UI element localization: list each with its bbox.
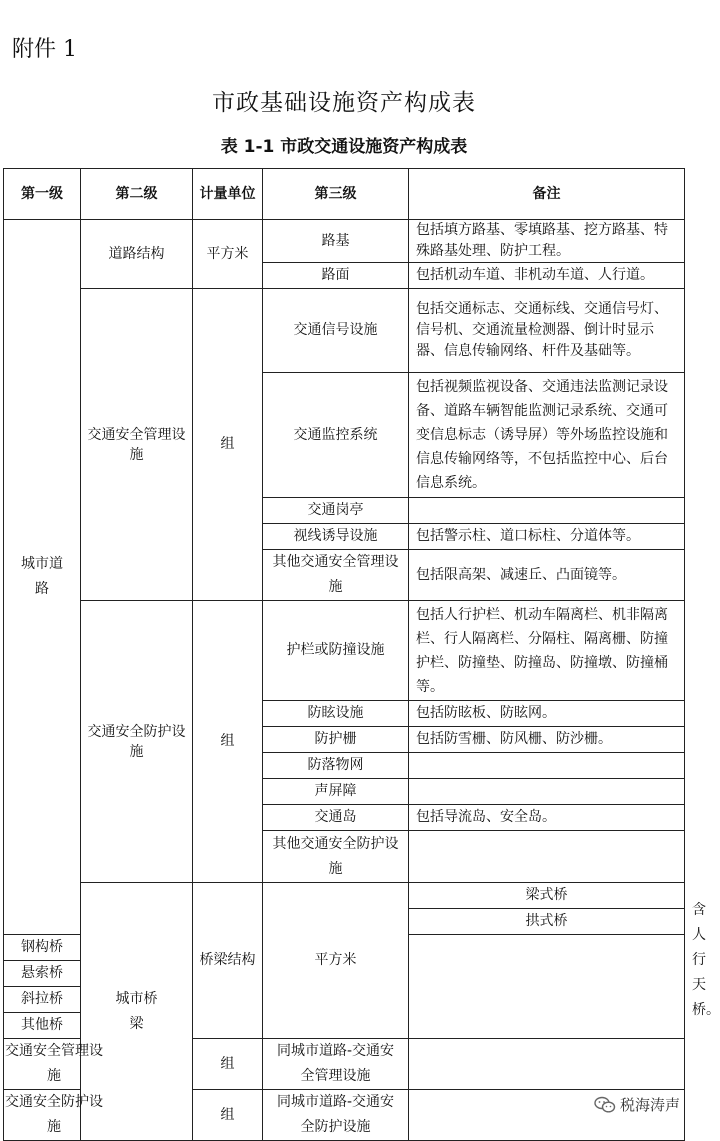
level3-cell: 悬索桥: [4, 961, 81, 987]
level3-other-prot-label: 其他交通安全防护设施: [272, 835, 399, 877]
level3-cell: [263, 1090, 409, 1141]
wechat-icon: [594, 1096, 616, 1114]
unit-cell: 组: [193, 1039, 263, 1090]
header-notes: 备注: [409, 169, 685, 220]
attachment-label: 附件 1: [12, 37, 77, 62]
table-header-row: [4, 169, 685, 220]
level3-cell: 拱式桥: [409, 909, 685, 935]
table-row: [4, 601, 685, 701]
level3-cell: [263, 1039, 409, 1090]
level2-cell: [81, 289, 193, 601]
level3-cell: 交通信号设施: [263, 289, 409, 373]
header-level2: 第二级: [81, 169, 193, 220]
level2-mgmt-label: 交通安全管理设施: [87, 426, 186, 463]
level2-cell: [4, 1039, 103, 1090]
level3-cell: 防落物网: [263, 753, 409, 779]
level3-cell: 防眩设施: [263, 701, 409, 727]
level3-cell: 护栏或防撞设施: [263, 601, 409, 701]
document-title: 市政基础设施资产构成表: [212, 90, 476, 116]
notes-cell: 包括视频监视设备、交通违法监测记录设备、道路车辆智能监测记录系统、交通可变信息标志（诱导屏）等外场监控设施和信息传输网络等，不包括监控中心、后台信息系统。: [409, 373, 685, 498]
level2-cell: 桥梁结构: [193, 883, 263, 1039]
table-row: [4, 220, 685, 263]
level3-other-mgmt-label: 其他交通安全管理设施: [272, 554, 399, 595]
level2-prot-label: 交通安全防护设施: [87, 723, 186, 760]
bridge-mgmt-item: 同城市道路-交通安全管理设施: [276, 1043, 395, 1084]
level2-cell: [4, 1090, 103, 1141]
level3-cell: [263, 831, 409, 883]
level1-bridge-label: 城市桥梁: [115, 990, 158, 1032]
bridge-prot-label: 交通安全防护设施: [5, 1094, 103, 1135]
notes-cell: [409, 753, 685, 779]
level3-cell: 路基: [263, 220, 409, 263]
level3-cell: 视线诱导设施: [263, 524, 409, 550]
header-level1: 第一级: [4, 169, 81, 220]
notes-cell: 包括人行护栏、机动车隔离栏、机非隔离栏、行人隔离栏、分隔柱、隔离栅、防撞护栏、防撞垫、防撞岛、防撞墩、防撞桶等。: [409, 601, 685, 701]
notes-cell: 包括机动车道、非机动车道、人行道。: [409, 263, 685, 289]
level3-cell: 钢构桥: [4, 935, 81, 961]
notes-cell: [409, 831, 685, 883]
notes-cell: [409, 498, 685, 524]
notes-cell: 包括防眩板、防眩网。: [409, 701, 685, 727]
unit-cell: 平方米: [263, 883, 409, 1039]
level3-cell: 防护栅: [263, 727, 409, 753]
unit-cell: 组: [193, 601, 263, 883]
level2-cell: 道路结构: [81, 220, 193, 289]
notes-cell: 包括填方路基、零填路基、挖方路基、特殊路基处理、防护工程。: [409, 220, 685, 263]
notes-cell: [409, 1039, 685, 1090]
level3-cell: [263, 550, 409, 601]
table-title: 表 1-1 市政交通设施资产构成表: [220, 137, 468, 157]
bridge-mgmt-label: 交通安全管理设施: [5, 1043, 103, 1084]
level3-cell: 斜拉桥: [4, 987, 81, 1013]
table-row: 城市桥梁 桥梁结构 平方米 梁式桥 含人行天桥。: [4, 883, 685, 909]
notes-cell: 包括导流岛、安全岛。: [409, 805, 685, 831]
level1-road-label: 城市道路: [21, 556, 63, 597]
notes-cell: 包括交通标志、交通标线、交通信号灯、信号机、交通流量检测器、倒计时显示器、信息传输网络、杆件及基础等。: [409, 289, 685, 373]
watermark: [594, 1094, 680, 1115]
level3-cell: 路面: [263, 263, 409, 289]
table-row: [4, 289, 685, 373]
notes-cell: 包括警示柱、道口标柱、分道体等。: [409, 524, 685, 550]
bridge-prot-item: 同城市道路-交通安全防护设施: [276, 1094, 395, 1135]
level3-cell: 交通岗亭: [263, 498, 409, 524]
watermark-text: 税海涛声: [619, 1096, 680, 1114]
level2-cell: [81, 601, 193, 883]
level3-cell: 其他桥: [4, 1013, 81, 1039]
level3-cell: 交通监控系统: [263, 373, 409, 498]
header-unit: 计量单位: [193, 169, 263, 220]
header-level3: 第三级: [263, 169, 409, 220]
notes-cell: [409, 779, 685, 805]
unit-cell: 组: [193, 1090, 263, 1141]
level3-cell: 梁式桥: [409, 883, 685, 909]
asset-table: [3, 168, 720, 1141]
notes-cell: 包括限高架、减速丘、凸面镜等。: [409, 550, 685, 601]
unit-cell: 平方米: [193, 220, 263, 289]
level1-cell: [4, 220, 81, 935]
unit-cell: 组: [193, 289, 263, 601]
level3-cell: 交通岛: [263, 805, 409, 831]
notes-cell: 包括防雪栅、防风栅、防沙栅。: [409, 727, 685, 753]
level3-cell: 声屏障: [263, 779, 409, 805]
